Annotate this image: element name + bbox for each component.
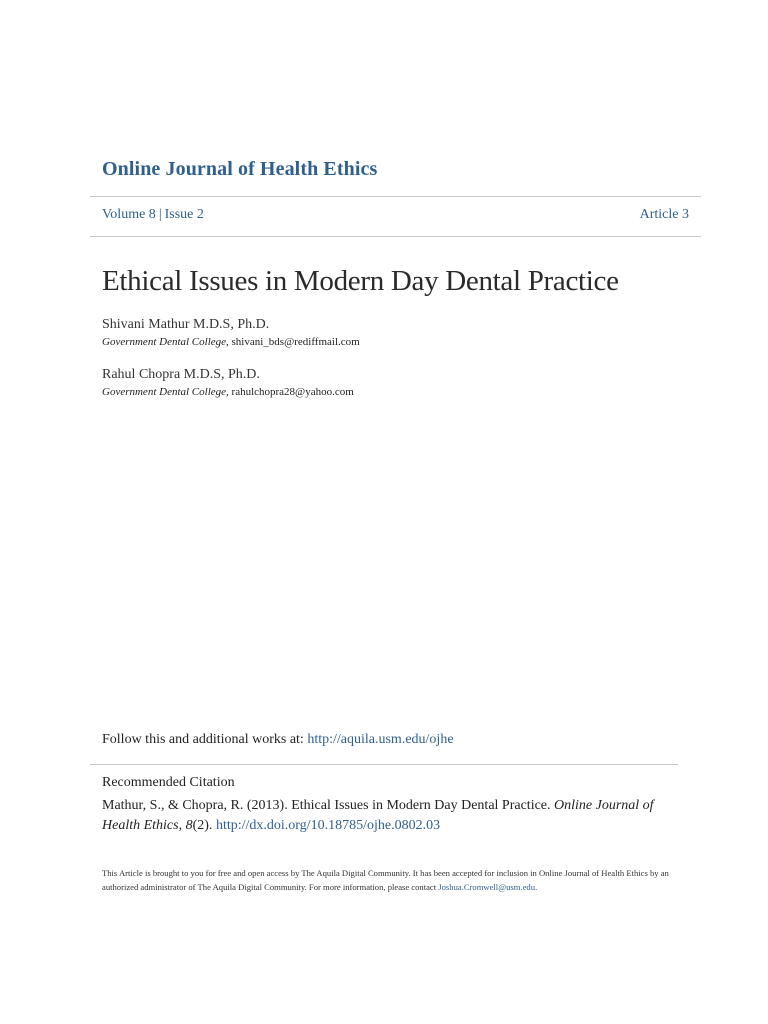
author-2-institution: Government Dental College, (102, 386, 229, 398)
follow-label: Follow this and additional works at: (102, 732, 304, 747)
citation-issue: (2). (192, 818, 213, 833)
citation-divider (90, 764, 678, 765)
volume-issue-separator: | (158, 207, 162, 222)
article-title: Ethical Issues in Modern Day Dental Practice (102, 265, 619, 297)
article-link[interactable]: Article 3 (639, 207, 689, 222)
citation-authors-title: Mathur, S., & Chopra, R. (2013). Ethical Issues in Modern Day Dental Practice. (102, 798, 551, 813)
author-2-email: rahulchopra28@yahoo.com (231, 386, 354, 398)
header-top-divider (90, 196, 701, 197)
volume-link[interactable]: Volume 8 (102, 207, 156, 222)
author-1-affiliation (102, 336, 360, 348)
access-notice (102, 866, 682, 894)
follow-works (102, 732, 454, 748)
doi-link[interactable]: http://dx.doi.org/10.18785/ojhe.0802.03 (215, 818, 441, 833)
header-bottom-divider (90, 236, 701, 237)
author-1-institution: Government Dental College, (102, 336, 229, 348)
citation-text (102, 796, 662, 836)
author-1-email: shivani_bds@rediffmail.com (231, 336, 360, 348)
author-1-name: Shivani Mathur M.D.S, Ph.D. (102, 317, 270, 332)
volume-issue (102, 207, 204, 223)
article-number (640, 207, 689, 223)
recommended-citation-heading: Recommended Citation (102, 775, 235, 790)
author-2-affiliation (102, 386, 354, 398)
journal-title-link[interactable]: Online Journal of Health Ethics (102, 158, 378, 180)
access-notice-end: . (535, 882, 538, 892)
author-2-name: Rahul Chopra M.D.S, Ph.D. (102, 367, 260, 382)
contact-email-link[interactable]: Joshua.Cromwell@usm.edu (438, 882, 535, 892)
access-notice-text: This Article is brought to you for free and open access by The Aquila Digital Community. It has been accepted for inclusion in Online Journal of Health Ethics by an authorized administrator of The Aquila Digital Community. For more information, please contact (102, 868, 669, 892)
issue-link[interactable]: Issue 2 (164, 207, 204, 222)
citation-journal: Online Journal of Health Ethics, 8 (102, 798, 654, 833)
repository-link[interactable]: http://aquila.usm.edu/ojhe (307, 732, 454, 747)
issue-line (102, 207, 689, 227)
